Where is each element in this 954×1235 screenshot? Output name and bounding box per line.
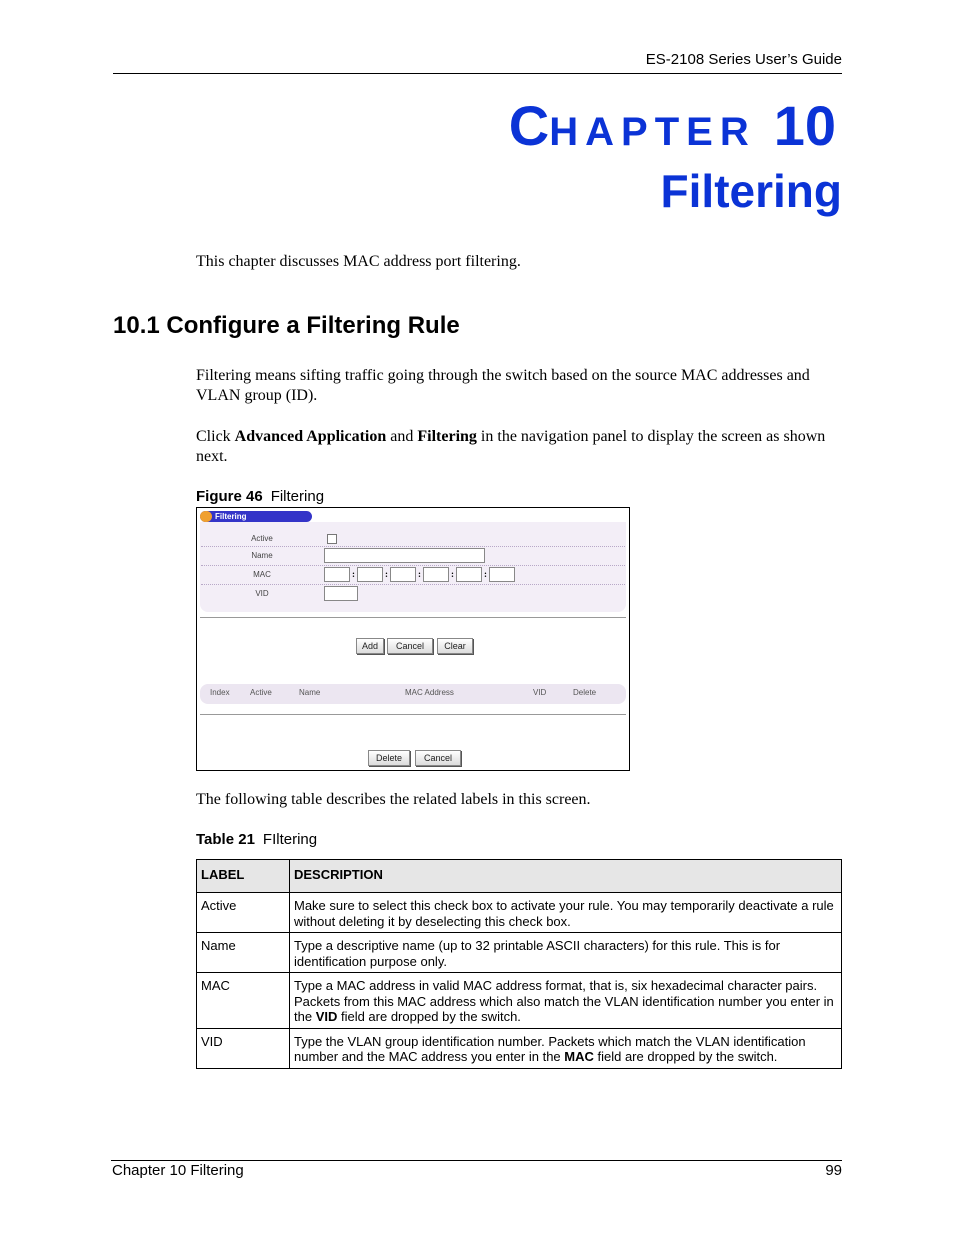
row-description: Make sure to select this check box to activate your rule. You may temporarily deactivate a rule without deleting it by deselecting this check box. <box>290 893 842 933</box>
chapter-number <box>508 94 836 157</box>
row-divider <box>201 584 625 585</box>
screen-title-bar <box>200 511 312 522</box>
vid-input[interactable] <box>324 586 358 601</box>
add-button[interactable]: Add <box>356 638 384 654</box>
cancel-delete-button[interactable]: Cancel <box>415 750 461 766</box>
figure-caption <box>196 488 324 505</box>
figure-title: Filtering <box>270 488 325 505</box>
paragraph-table-intro: The following table describes the related labels in this screen. <box>196 791 591 808</box>
mac-octet-6-input[interactable] <box>489 567 515 582</box>
col-mac-address: MAC Address <box>405 688 454 697</box>
desc-bold: VID <box>315 1009 338 1024</box>
row-divider <box>201 546 625 547</box>
name-label: Name <box>251 551 273 560</box>
para-text: and <box>386 428 418 445</box>
mac-octet-1-input[interactable] <box>324 567 350 582</box>
row-label: Name <box>197 933 290 973</box>
row-description <box>290 1028 842 1068</box>
mac-octet-2-input[interactable] <box>357 567 383 582</box>
header-description: DESCRIPTION <box>290 860 842 893</box>
table-header-row <box>197 860 842 893</box>
bold-advanced-application: Advanced Application <box>234 428 387 445</box>
row-label: MAC <box>197 973 290 1029</box>
row-description <box>290 973 842 1029</box>
footer-chapter: Chapter 10 Filtering <box>112 1162 244 1179</box>
label-description-table <box>196 859 842 1069</box>
col-index: Index <box>210 688 230 697</box>
table-title: FIltering <box>262 831 318 848</box>
table-label: Table 21 <box>196 831 255 848</box>
vid-label: VID <box>255 589 269 598</box>
page-number: 99 <box>825 1162 842 1179</box>
col-vid: VID <box>533 688 547 697</box>
table-row <box>197 893 842 933</box>
active-label: Active <box>251 534 273 543</box>
header-rule <box>113 73 842 74</box>
cancel-button[interactable]: Cancel <box>387 638 433 654</box>
delete-button[interactable]: Delete <box>368 750 410 766</box>
mac-label: MAC <box>253 570 271 579</box>
chapter-num: 10 <box>773 94 836 157</box>
paragraph-filtering-definition: Filtering means sifting traffic going through the switch based on the source MAC addresses and VLAN group (ID). <box>196 367 810 404</box>
mac-octet-3-input[interactable] <box>390 567 416 582</box>
col-delete: Delete <box>573 688 597 697</box>
row-label: VID <box>197 1028 290 1068</box>
intro-paragraph: This chapter discusses MAC address port filtering. <box>196 253 521 270</box>
desc-bold: MAC <box>564 1049 594 1064</box>
chapter-title: Filtering <box>660 165 842 217</box>
mac-separator: : <box>484 569 487 579</box>
figure-label: Figure 46 <box>196 488 263 505</box>
mac-octet-5-input[interactable] <box>456 567 482 582</box>
mac-separator: : <box>352 569 355 579</box>
chapter-word-initial: C <box>508 94 550 157</box>
mac-separator: : <box>418 569 421 579</box>
row-divider <box>201 565 625 566</box>
desc-text: field are dropped by the switch. <box>593 1049 778 1064</box>
mac-separator: : <box>451 569 454 579</box>
clear-button[interactable]: Clear <box>437 638 473 654</box>
para-text: Click <box>196 428 235 445</box>
section-heading: 10.1 Configure a Filtering Rule <box>113 312 460 339</box>
mac-separator: : <box>385 569 388 579</box>
table-separator <box>200 714 626 715</box>
screen-title: Filtering <box>215 512 247 521</box>
footer-rule <box>111 1160 842 1161</box>
row-label: Active <box>197 893 290 933</box>
bold-filtering: Filtering <box>417 428 477 445</box>
paragraph-navigation <box>196 427 836 467</box>
table-caption <box>196 831 317 848</box>
col-active: Active <box>250 688 272 697</box>
desc-text: field are dropped by the switch. <box>337 1009 521 1024</box>
table-row <box>197 933 842 973</box>
title-bullet-icon <box>200 511 212 522</box>
form-separator <box>200 617 626 618</box>
running-header: ES-2108 Series User’s Guide <box>645 51 842 68</box>
header-label: LABEL <box>197 860 290 893</box>
mac-octet-4-input[interactable] <box>423 567 449 582</box>
chapter-word-rest: HAPTER <box>549 110 756 154</box>
filtering-screen-figure <box>196 507 630 771</box>
desc-text: Type the VLAN group identification number. Packets which match the VLAN identification number and the MAC address you enter in the <box>294 1033 806 1064</box>
col-name: Name <box>299 688 321 697</box>
para-text: in the navigation panel to display the screen as shown next. <box>196 428 826 465</box>
table-row <box>197 1028 842 1068</box>
active-checkbox[interactable] <box>327 534 337 544</box>
table-row <box>197 973 842 1029</box>
desc-text: Type a MAC address in valid MAC address format, that is, six hexadecimal character pairs. Packets from this MAC address which also match the VLAN identification number you enter in the <box>294 978 834 1024</box>
row-description: Type a descriptive name (up to 32 printable ASCII characters) for this rule. This is for identification purpose only. <box>290 933 842 973</box>
name-input[interactable] <box>324 548 485 563</box>
